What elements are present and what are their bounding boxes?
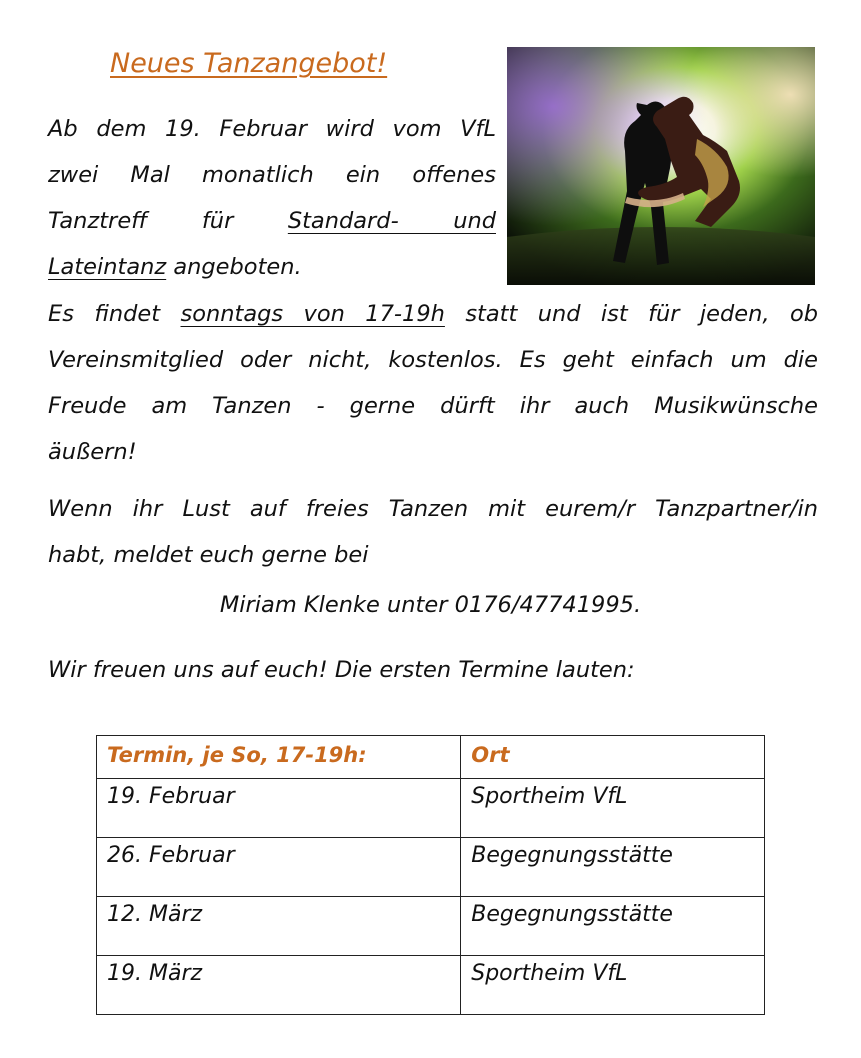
signup-line: Wenn ihr Lust auf freies Tanzen mit eurem/r Tanzpartner/in <box>48 496 818 522</box>
intro-line: Ab dem 19. Februar wird vom VfL <box>48 116 496 142</box>
details-line: Vereinsmitglied oder nicht, kostenlos. Es geht einfach um die <box>48 347 818 373</box>
schedule-table <box>96 735 765 1015</box>
details-paragraph <box>48 291 818 475</box>
details-line <box>48 291 818 337</box>
table-row <box>97 897 765 956</box>
latin-dance-underlined: Lateintanz <box>48 254 167 280</box>
table-header-row <box>97 736 765 779</box>
intro-paragraph <box>48 106 496 290</box>
intro-text: Tanztreff für <box>48 208 234 234</box>
header-date: Termin, je So, 17-19h: <box>97 736 461 779</box>
closing-line: Wir freuen uns auf euch! Die ersten Termine lauten: <box>48 657 635 683</box>
time-underlined: sonntags von 17-19h <box>180 301 445 327</box>
table-row <box>97 779 765 838</box>
signup-paragraph <box>48 486 818 578</box>
signup-line: habt, meldet euch gerne bei <box>48 542 369 568</box>
details-line: Freude am Tanzen - gerne dürft ihr auch Musikwünsche <box>48 393 818 419</box>
dance-styles-underlined: Standard- und <box>287 208 496 234</box>
row-date: 12. März <box>97 897 461 956</box>
header-place: Ort <box>461 736 765 779</box>
details-text: statt und ist für jeden, ob <box>465 301 818 327</box>
row-place: Begegnungsstätte <box>461 897 765 956</box>
intro-text: angeboten. <box>173 254 302 280</box>
row-date: 19. März <box>97 956 461 1015</box>
intro-line: zwei Mal monatlich ein offenes <box>48 162 496 188</box>
details-text: Es findet <box>48 301 161 327</box>
dance-couple-photo <box>507 47 815 285</box>
contact-line: Miriam Klenke unter 0176/47741995. <box>219 592 642 618</box>
closing-paragraph <box>48 647 818 693</box>
details-line: äußern! <box>48 439 137 465</box>
intro-line <box>48 198 496 244</box>
page-title: Neues Tanzangebot! <box>110 48 388 79</box>
table-row <box>97 838 765 897</box>
row-place: Sportheim VfL <box>461 956 765 1015</box>
row-date: 26. Februar <box>97 838 461 897</box>
table-row <box>97 956 765 1015</box>
intro-line <box>48 244 496 290</box>
row-date: 19. Februar <box>97 779 461 838</box>
row-place: Sportheim VfL <box>461 779 765 838</box>
row-place: Begegnungsstätte <box>461 838 765 897</box>
